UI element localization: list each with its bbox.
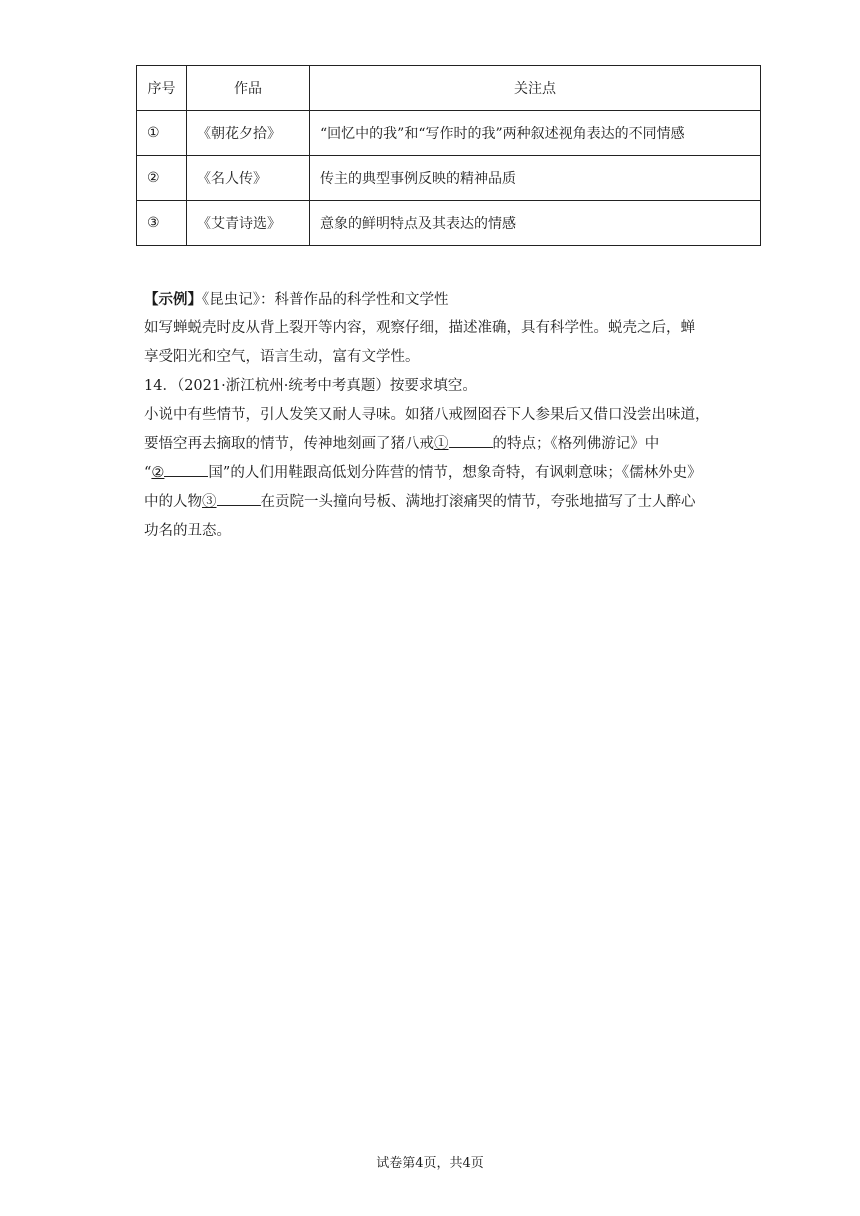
example-block: [144, 285, 724, 372]
question-line: 功名的丑态。: [144, 523, 231, 539]
row-number: ③: [137, 201, 187, 246]
question-line: [144, 459, 724, 488]
table-row: [137, 111, 761, 156]
question-line: [144, 488, 724, 517]
example-title-text: 《昆虫记》：科普作品的科学性和文学性: [202, 292, 449, 308]
question-text: “: [144, 465, 152, 481]
question-text: 国”的人们用鞋跟高低划分阵营的情节，想象奇特，有讽刺意味；《儒林外史》: [208, 465, 702, 481]
blank-marker-1: ①: [434, 436, 449, 452]
question-text: 在贡院一头撞向号板、满地打滚痛哭的情节，夸张地描写了士人醉心: [260, 494, 696, 510]
table-row: [137, 201, 761, 246]
question-line: 小说中有些情节，引人发笑又耐人寻味。如猪八戒囫囵吞下人参果后又借口没尝出味道，: [144, 407, 710, 423]
row-number: ②: [137, 156, 187, 201]
question-line: [144, 430, 724, 459]
table-header-row: [137, 66, 761, 111]
blank-marker-3: ③: [202, 494, 217, 510]
page-footer: 试卷第4页，共4页: [376, 1156, 484, 1171]
question-14: [144, 372, 724, 546]
question-text: 要悟空再去摘取的情节，传神地刻画了猪八戒: [144, 436, 434, 452]
blank-marker-2: ②: [151, 465, 165, 481]
blank-3[interactable]: [217, 491, 261, 506]
row-focus: 意象的鲜明特点及其表达的情感: [310, 201, 761, 246]
blank-1[interactable]: [449, 433, 493, 448]
row-focus: 传主的典型事例反映的精神品质: [310, 156, 761, 201]
header-number: 序号: [137, 66, 187, 111]
question-text: 中的人物: [144, 494, 202, 510]
example-tag: 【示例】: [144, 291, 202, 308]
row-focus: “回忆中的我”和“写作时的我”两种叙述视角表达的不同情感: [310, 111, 761, 156]
example-title: [144, 285, 724, 314]
header-work: 作品: [187, 66, 310, 111]
question-header: 14．（2021·浙江杭州·统考中考真题）按要求填空。: [144, 378, 477, 394]
blank-2[interactable]: [164, 462, 208, 477]
row-work: 《朝花夕拾》: [187, 111, 310, 156]
row-work: 《艾青诗选》: [187, 201, 310, 246]
example-line: 如写蝉蜕壳时皮从背上裂开等内容，观察仔细，描述准确，具有科学性。蜕壳之后，蝉: [144, 320, 695, 336]
works-table: [136, 65, 761, 246]
header-focus: 关注点: [310, 66, 761, 111]
question-text: 的特点；《格列佛游记》中: [492, 436, 660, 452]
row-number: ①: [137, 111, 187, 156]
row-work: 《名人传》: [187, 156, 310, 201]
table-row: [137, 156, 761, 201]
example-line: 享受阳光和空气，语言生动，富有文学性。: [144, 349, 420, 365]
